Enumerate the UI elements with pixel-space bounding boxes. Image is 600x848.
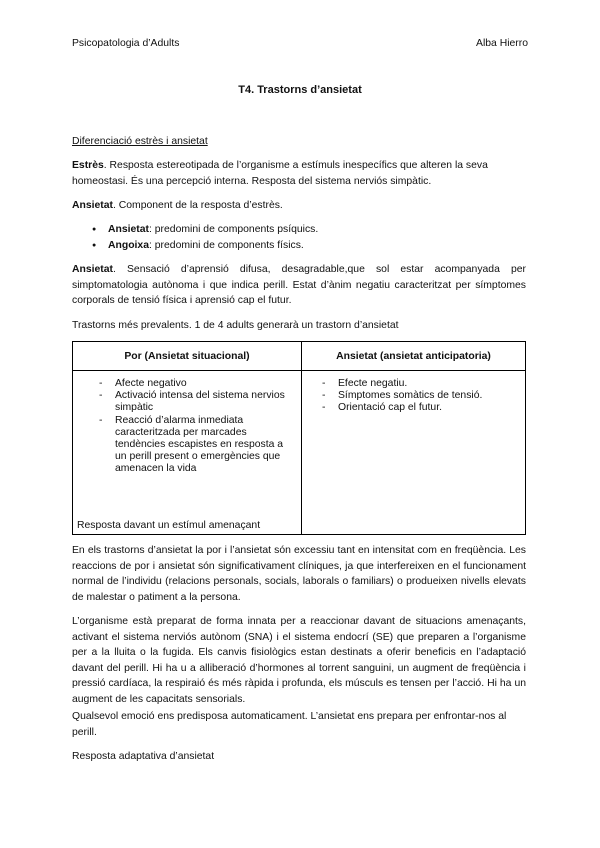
bullet-item <box>92 222 512 238</box>
term-estres: Estrès <box>72 160 104 171</box>
list-item: - Símptomes somàtics de tensió. <box>338 390 518 402</box>
definition-estres: . Resposta estereotipada de l’organisme a estímuls inespecífics que alteren la seva homeostasi. És una percepció interna. Resposta del sistema nerviós simpàtic. <box>72 160 488 187</box>
term-ansietat: Ansietat <box>72 264 113 275</box>
por-footer: Resposta davant un estímul amenaçant <box>77 520 261 531</box>
paragraph-emocio: Qualsevol emoció ens predisposa automaticament. L’ansietat ens prepara per enfrontar-nos al perill. <box>72 711 507 738</box>
paragraph-estres <box>72 158 526 189</box>
list-item: - Orientació cap el futur. <box>338 402 518 414</box>
table-header-por: Por (Ansietat situacional) <box>73 342 302 371</box>
paragraph-organisme: L’organisme està preparat de forma innata per a reaccionar davant de situacions amenaçants, activant el sistema nerviós autònom (SNA) i el sistema endocrí (SE) que preparen a l’organisme per a la lluita o la fugida. Els canvis fisiològics estan destinats a oferir beneficis en l’adaptació davant del perill. Hi ha u a alliberació d’hormones al torrent sanguini, un augment de freqüència i pressió cardíaca, la respiraió és més ràpida i profunda, els músculs es tensen per l’acció. Hi ha un augment de les capacitats sensorials. <box>72 616 526 705</box>
bullet-list <box>92 222 512 253</box>
header-course: Psicopatologia d’Adults <box>72 38 180 49</box>
paragraph-trastorns: En els trastorns d’ansietat la por i l’ansietat són excessiu tant en intensitat com en freqüència. Les reaccions de por i ansietat són significativament clíniques, ja que interfereixen en el funcionament normal de l’individu (relacions personals, socials, laborals o familiars) o produeixen nivells elevats de malestar o patiment a la persona. <box>72 545 526 603</box>
header-author: Alba Hierro <box>476 38 528 49</box>
ansietat-list <box>338 378 518 415</box>
section-heading: Diferenciació estrès i ansietat <box>72 136 208 147</box>
paragraph-ansietat-component <box>72 198 526 214</box>
table-header-ansietat: Ansietat (ansietat anticipatoria) <box>302 342 526 371</box>
prevalence-text: Trastorns més prevalents. 1 de 4 adults generarà un trastorn d’ansietat <box>72 320 399 331</box>
definition-ansietat-component: . Component de la resposta d’estrès. <box>113 200 283 211</box>
bullet-text: : predomini de components psíquics. <box>149 224 319 235</box>
table-cell-ansietat <box>302 371 526 535</box>
bullet-term: Ansietat <box>108 224 149 235</box>
definition-ansietat: . Sensació d’aprensió difusa, desagradable,que sol estar acompanyada per simptomatologia autònoma i que indica perill. Estat d’ànim negatiu caracteritzat per símptomes corporals de tensió física i aprensió cap el futur. <box>72 264 526 307</box>
list-item: - Reacció d’alarma inmediata caracteritzada per marcades tendències escapistes en resposta a un perill present o emergències que amenacen la vida <box>115 415 295 476</box>
list-item: - Efecte negatiu. <box>338 378 518 390</box>
por-list <box>115 378 295 476</box>
bullet-item <box>92 238 512 254</box>
term-ansietat: Ansietat <box>72 200 113 211</box>
table-row <box>73 371 526 535</box>
document-title: T4. Trastorns d’ansietat <box>238 84 362 96</box>
comparison-table <box>72 341 526 535</box>
list-item: - Afecte negativo <box>115 378 295 390</box>
table-header-row <box>73 342 526 371</box>
paragraph-ansietat-definition <box>72 262 526 309</box>
paragraph-resposta-adaptativa: Resposta adaptativa d’ansietat <box>72 751 215 762</box>
table-cell-por <box>73 371 302 535</box>
bullet-term: Angoixa <box>108 239 149 251</box>
bullet-text: : predomini de components físics. <box>149 239 304 251</box>
list-item: - Activació intensa del sistema nervios simpàtic <box>115 390 295 414</box>
